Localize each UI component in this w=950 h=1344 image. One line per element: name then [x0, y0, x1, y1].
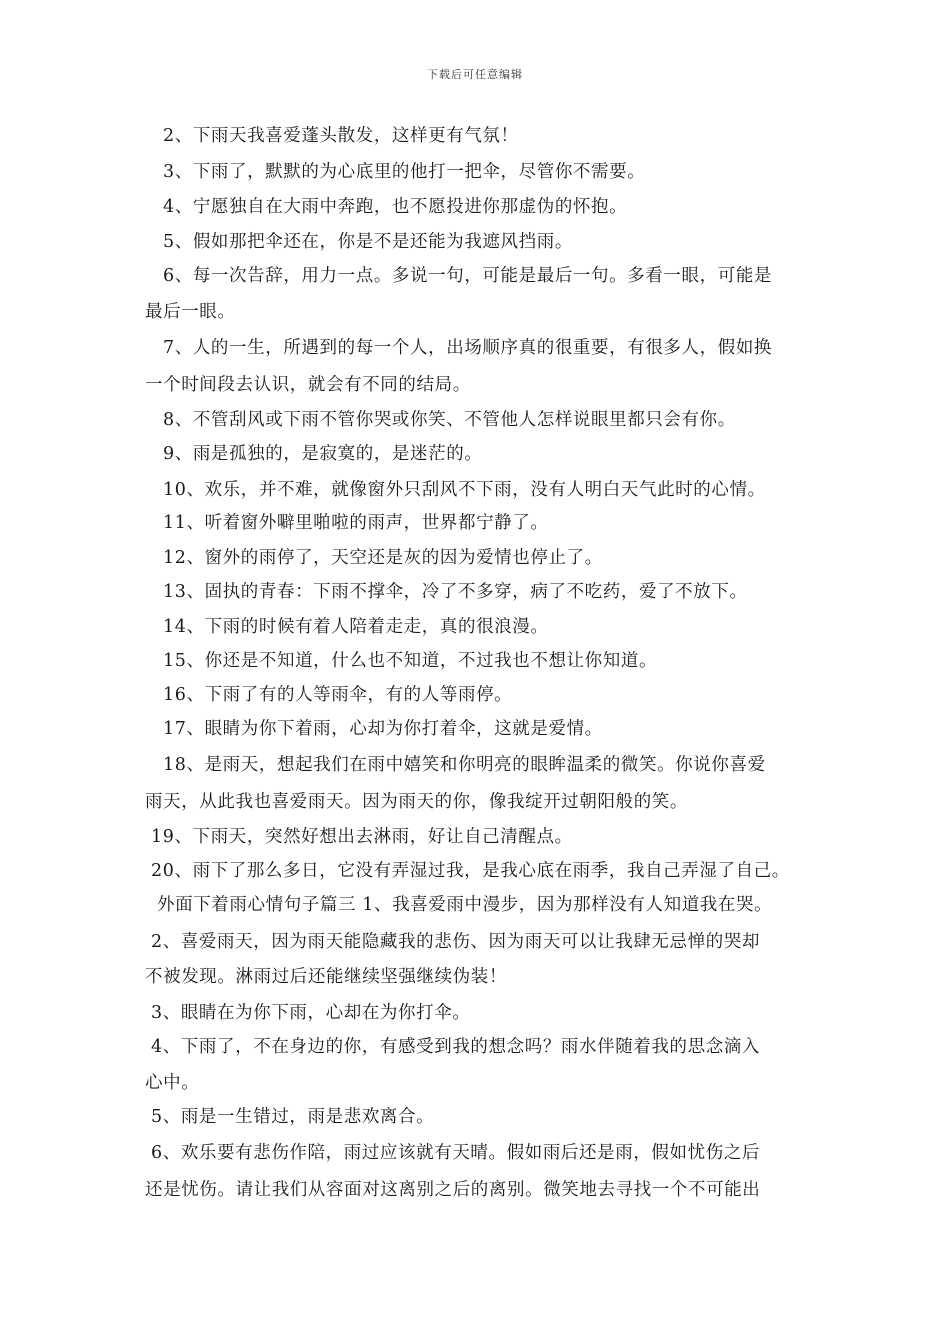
- text-line: 不被发现。淋雨过后还能继续坚强继续伪装！: [145, 967, 507, 987]
- page-header: 下载后可任意编辑: [427, 68, 523, 81]
- text-line: 18、是雨天，想起我们在雨中嬉笑和你明亮的眼眸温柔的微笑。你说你喜爱: [163, 755, 766, 775]
- text-line: 3、下雨了，默默的为心底里的他打一把伞，尽管你不需要。: [163, 162, 646, 182]
- text-line: 8、不管刮风或下雨不管你哭或你笑、不管他人怎样说眼里都只会有你。: [163, 410, 736, 430]
- text-line: 还是忧伤。请让我们从容面对这离别之后的离别。微笑地去寻找一个不可能出: [145, 1180, 761, 1200]
- text-line: 6、每一次告辞，用力一点。多说一句，可能是最后一句。多看一眼，可能是: [163, 266, 773, 286]
- text-line: 15、你还是不知道，什么也不知道，不过我也不想让你知道。: [163, 651, 658, 671]
- text-line: 13、固执的青春：下雨不撑伞，冷了不多穿，病了不吃药，爱了不放下。: [163, 582, 748, 602]
- text-line: 一个时间段去认识，就会有不同的结局。: [145, 375, 471, 395]
- text-line: 外面下着雨心情句子篇三 1、我喜爱雨中漫步，因为那样没有人知道我在哭。: [157, 895, 773, 915]
- text-line: 6、欢乐要有悲伤作陪，雨过应该就有天晴。假如雨后还是雨，假如忧伤之后: [151, 1143, 761, 1163]
- text-line: 10、欢乐，并不难，就像窗外只刮风不下雨，没有人明白天气此时的心情。: [163, 480, 766, 500]
- text-line: 2、喜爱雨天，因为雨天能隐藏我的悲伤、因为雨天可以让我肆无忌惮的哭却: [151, 932, 761, 952]
- text-line: 14、下雨的时候有着人陪着走走，真的很浪漫。: [163, 617, 549, 637]
- text-line: 2、下雨天我喜爱蓬头散发，这样更有气氛！: [163, 126, 519, 146]
- text-line: 16、下雨了有的人等雨伞，有的人等雨停。: [163, 685, 513, 705]
- text-line: 5、雨是一生错过，雨是悲欢离合。: [151, 1107, 435, 1127]
- text-line: 17、眼睛为你下着雨，心却为你打着伞，这就是爱情。: [163, 719, 603, 739]
- text-line: 19、下雨天，突然好想出去淋雨，好让自己清醒点。: [151, 827, 573, 847]
- text-line: 雨天，从此我也喜爱雨天。因为雨天的你，像我绽开过朝阳般的笑。: [145, 792, 688, 812]
- text-line: 12、窗外的雨停了，天空还是灰的因为爱情也停止了。: [163, 548, 603, 568]
- text-line: 7、人的一生，所遇到的每一个人，出场顺序真的很重要，有很多人，假如换: [163, 338, 773, 358]
- text-line: 5、假如那把伞还在，你是不是还能为我遮风挡雨。: [163, 232, 573, 252]
- text-line: 9、雨是孤独的，是寂寞的，是迷茫的。: [163, 444, 483, 464]
- text-line: 3、眼睛在为你下雨，心却在为你打伞。: [151, 1003, 471, 1023]
- text-line: 4、宁愿独自在大雨中奔跑，也不愿投进你那虚伪的怀抱。: [163, 197, 628, 217]
- text-line: 11、听着窗外噼里啪啦的雨声，世界都宁静了。: [163, 513, 549, 533]
- text-line: 20、雨下了那么多日，它没有弄湿过我，是我心底在雨季，我自己弄湿了自己。: [151, 861, 790, 881]
- text-line: 心中。: [145, 1073, 200, 1093]
- text-line: 4、下雨了，不在身边的你，有感受到我的想念吗？雨水伴随着我的思念滴入: [151, 1037, 761, 1057]
- text-line: 最后一眼。: [145, 302, 236, 322]
